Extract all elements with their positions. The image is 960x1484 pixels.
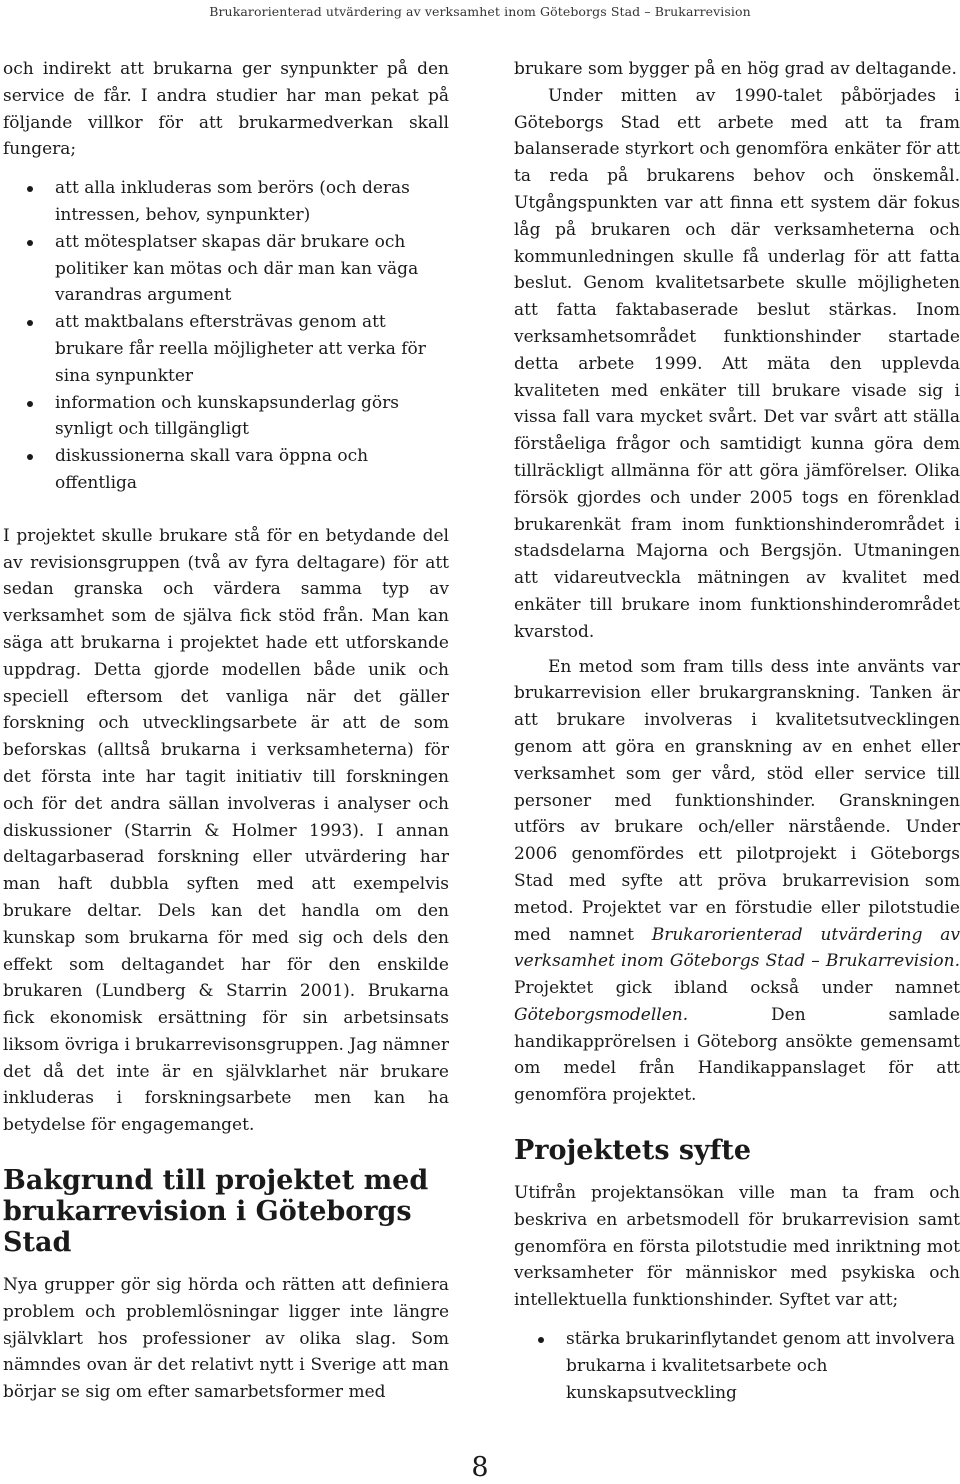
bullet-icon	[27, 240, 33, 246]
list-item: diskussionerna skall vara öppna och offentliga	[3, 443, 449, 497]
running-header: Brukarorienterad utvärdering av verksamhet inom Göteborgs Stad – Brukarrevision	[209, 4, 751, 19]
list-item: stärka brukarinflytandet genom att involvera brukarna i kvalitetsarbete och kunskapsutveckling	[514, 1326, 960, 1406]
bullet-icon	[27, 186, 33, 192]
section-heading: Projektets syfte	[514, 1135, 752, 1167]
body-paragraph: Under mitten av 1990-talet påbörjades i Göteborgs Stad ett arbete med att ta fram balanserade styrkort och genomföra enkäter för att ta reda på brukarens behov och önskemål. Utgångspunkten var att finna ett system där fokus låg på brukaren och där verksamheterna och kommunledningen skulle få underlag för att fatta beslut. Genom kvalitetsarbete skulle möjligheten att fatta faktabaserade beslut stärkas. Inom verksamhetsområdet funktionshinder startade detta arbete 1999. Att mäta den upplevda kvaliteten med enkäter till brukare visade sig i vissa fall vara mycket svårt. Det var svårt att ställa förståeliga frågor och samtidigt kunna göra dem tillräckligt allmänna för att göra jämförelser. Olika försök gjordes och under 2005 togs en förenklad brukarenkät fram inom funktionshinderområdet i stadsdelarna Majorna och Bergsjön. Utmaningen att vidareutveckla mätningen av kvalitet med enkäter till brukare inom funktionshinderområdet kvarstod.	[514, 85, 960, 642]
list-item: att alla inkluderas som berörs (och deras intressen, behov, synpunkter)	[3, 175, 449, 229]
list-item: att maktbalans eftersträvas genom att brukare får reella möjligheter att verka för sina synpunkter	[3, 309, 449, 389]
bullet-icon	[538, 1337, 544, 1343]
bullet-icon	[27, 454, 33, 460]
body-paragraph: En metod som fram tills dess inte använts var brukarrevision eller brukargranskning. Tanken är att brukare involveras i kvalitetsutvecklingen genom att göra en granskning av en enhet eller verksamhet som ger vård, stöd eller service till personer med funktionshinder. Granskningen utförs av brukare och/eller närstående. Under 2006 genomfördes ett pilotprojekt i Göteborgs Stad med syfte att pröva brukarrevision som metod. Projektet var en förstudie eller pilotstudie med namnet Brukarorienterad utvärdering av verksamhet inom Göteborgs Stad – Brukarrevision. Projektet gick ibland också under namnet Göteborgsmodellen. Den samlade handikapprörelsen i Göteborg ansökte gemensamt om medel från Handikappanslaget för att genomföra projektet.	[514, 656, 960, 1106]
list-item: att mötesplatser skapas där brukare och politiker kan mötas och där man kan väga varandras argument	[3, 229, 449, 309]
section-heading: Bakgrund till projektet med brukarrevision i Göteborgs Stad	[3, 1165, 429, 1259]
intro-paragraph: och indirekt att brukarna ger synpunkter på den service de får. I andra studier har man pekat på följande villkor för att brukarmedverkan skall fungera;	[3, 59, 449, 160]
body-paragraph: I projektet skulle brukare stå för en betydande del av revisionsgruppen (två av fyra deltagare) för att sedan granska och värdera samma typ av verksamhet som de själva fick stöd från. Man kan säga att brukarna i projektet hade ett utforskande uppdrag. Detta gjorde modellen både unik och speciell eftersom det vanliga när det gäller forskning och utvecklingsarbete är att de som beforskas (alltså brukarna i verksamheterna) för det första inte har tagit initiativ till forskningen och för det andra sällan involveras i analyser och diskussioner (Starrin & Holmer 1993). I annan deltagarbaserad forskning eller utvärdering har man haft dubbla syften med att exempelvis brukare deltar. Dels kan det handla om den kunskap som brukarna för med sig och dels den effekt som deltagandet har för den enskilde brukaren (Lundberg & Starrin 2001). Brukarna fick ekonomisk ersättning för sin arbetsinsats liksom övriga i brukarrevisonsgruppen. Jag nämner det då det inte är en självklarhet när brukare inkluderas i forskningsarbete men kan ha betydelse för engagemanget.	[3, 525, 449, 1136]
right-column	[514, 56, 960, 1406]
left-column	[3, 56, 449, 1406]
body-paragraph: Nya grupper gör sig hörda och rätten att definiera problem och problemlösningar ligger inte längre självklart hos professioner av olika slag. Som nämndes ovan är det relativt nytt i Sverige att man börjar se sig om efter samarbetsformer med	[3, 1275, 449, 1403]
purpose-list	[514, 1326, 960, 1406]
model-name-emphasis: Göteborgsmodellen.	[514, 1004, 689, 1025]
project-name-emphasis: Brukarorienterad utvärdering av verksamhet inom Göteborgs Stad – Brukarrevision.	[514, 924, 960, 972]
conditions-list	[3, 175, 449, 497]
body-paragraph: Utifrån projektansökan ville man ta fram och beskriva en arbetsmodell för brukarrevision samt genomföra en första pilotstudie med inriktning mot verksamheter för människor med psykiska och intellektuella funktionshinder. Syftet var att;	[514, 1183, 960, 1311]
body-paragraph: brukare som bygger på en hög grad av deltagande.	[514, 59, 957, 79]
bullet-icon	[27, 320, 33, 326]
list-item: information och kunskapsunderlag görs synligt och tillgängligt	[3, 390, 449, 444]
page-number: 8	[471, 1452, 489, 1483]
bullet-icon	[27, 401, 33, 407]
